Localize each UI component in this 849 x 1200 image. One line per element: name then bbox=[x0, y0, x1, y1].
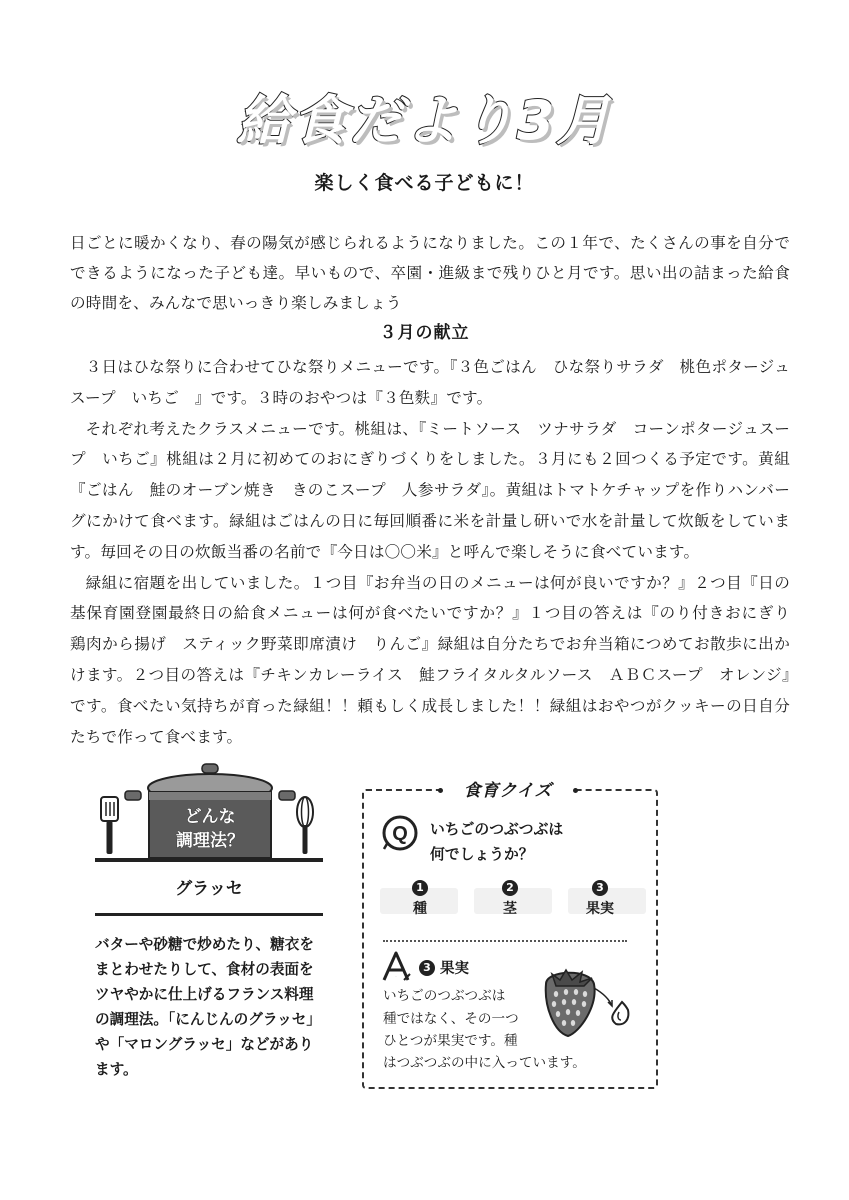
quiz-option-2-label: 茎 bbox=[503, 901, 517, 917]
cooking-method-name: グラッセ bbox=[175, 879, 243, 899]
question-mark-letter: Q bbox=[392, 823, 408, 845]
answer-mark-letter: A bbox=[395, 977, 397, 978]
cooking-method-label-line-2: 調理法？ bbox=[176, 831, 244, 851]
answer-mark-icon bbox=[380, 950, 416, 982]
strawberry-icon bbox=[546, 970, 595, 1036]
answer-explanation-line-3: ひとつが果実です。種 bbox=[383, 1033, 518, 1049]
quiz-option-1-number: 1 bbox=[412, 880, 428, 896]
cooking-method-label bbox=[165, 805, 255, 853]
newsletter-subtitle: 楽しく食べる子どもに！ bbox=[314, 172, 535, 194]
quiz-question-line-2: 何でしょうか？ bbox=[430, 846, 534, 863]
answer-explanation-last: はつぶつぶの中に入っています。 bbox=[383, 1055, 586, 1071]
spatula-icon bbox=[101, 797, 118, 854]
question-mark-icon bbox=[378, 815, 422, 855]
cooking-method-divider bbox=[95, 913, 323, 916]
quiz-question bbox=[430, 817, 645, 867]
quiz-option-3 bbox=[570, 876, 630, 918]
quiz-option-2-number: 2 bbox=[502, 880, 518, 896]
quiz-question-line-1: いちごのつぶつぶは bbox=[430, 821, 564, 838]
quiz-divider bbox=[383, 940, 627, 942]
quiz-option-1 bbox=[390, 876, 450, 918]
menu-paragraph-2: それぞれ考えたクラスメニューです。桃組は、『ミートソース ツナサラダ コーンポタージュスープ いちご』桃組は２月に初めてのおにぎりづくりをしました。３月にも２回つくる予定です。黄組『ごはん 鮭のオーブン焼き きのこスープ 人参サラダ』。黄組はトマトケチャップを作りハンバーグにかけて食べます。緑組はごはんの日に毎回順番に米を計量し研いで水を計量して炊飯をしています。毎回その日の炊飯当番の名前で『今日は〇〇米』と呼んで楽しそうに食べています。 bbox=[70, 419, 790, 561]
answer-explanation-line-2: 種ではなく、その一つ bbox=[383, 1010, 519, 1027]
quiz-option-3-label: 果実 bbox=[586, 901, 614, 917]
intro-paragraph: 日ごとに暖かくなり、春の陽気が感じられるようになりました。この１年で、たくさんの事を自分でできるようになった子ども達。早いもので、卒園・進級まで残りひと月です。思い出の詰まった給食の時間を、みんなで思いっきり楽しみましょう bbox=[70, 234, 790, 312]
answer-label: 果実 bbox=[440, 961, 469, 977]
newsletter-title: 給食だより3月 bbox=[236, 89, 613, 152]
answer-explanation-line-1: いちごのつぶつぶは bbox=[383, 988, 506, 1004]
menu-paragraph-3: 緑組に宿題を出していました。１つ目『お弁当の日のメニューは何が良いですか？』２つ目『日の基保育園登園最終日の給食メニューは何が食べたいですか？』１つ目の答えは『のり付きおにぎり 鶏肉から揚げ スティック野菜即席漬け りんご』緑組は自分たちでお弁当箱につめてお散歩に出かけます。２つ目の答えは『チキンカレーライス 鮭フライタルタルソース ＡＢＣスープ オレンジ』です。食べたい気持ちが育った緑組！！頼もしく成長しました！！緑組はおやつがクッキーの日自分たちで作って食べます。 bbox=[70, 573, 806, 746]
pot-floor-line bbox=[95, 858, 323, 862]
quiz-option-1-label: 種 bbox=[413, 901, 427, 917]
menu-paragraph-1: ３日はひな祭りに合わせてひな祭りメニューです。『３色ごはん ひな祭りサラダ 桃色ポタージュスープ いちご 』です。３時のおやつは『３色麩』です。 bbox=[70, 358, 790, 407]
menu-section-body bbox=[70, 352, 806, 752]
quiz-title: 食育クイズ bbox=[463, 781, 553, 801]
cooking-method-label-line-1: どんな bbox=[184, 807, 236, 827]
quiz-option-2 bbox=[480, 876, 540, 918]
whisk-icon bbox=[297, 797, 313, 854]
cooking-method-description: バターや砂糖で炒めたり、糖衣をまとわせたりして、食材の表面をツヤやかに仕上げるフランス料理の調理法。「にんじんのグラッセ」や「マロングラッセ」などがあります。 bbox=[95, 936, 321, 1078]
quiz-option-3-number: 3 bbox=[592, 880, 608, 896]
strawberry-illustration bbox=[538, 962, 643, 1044]
answer-number: 3 bbox=[419, 960, 435, 976]
answer-explanation bbox=[383, 985, 555, 1053]
seed-icon bbox=[612, 1002, 628, 1024]
menu-section-title: ３月の献立 bbox=[379, 323, 470, 343]
